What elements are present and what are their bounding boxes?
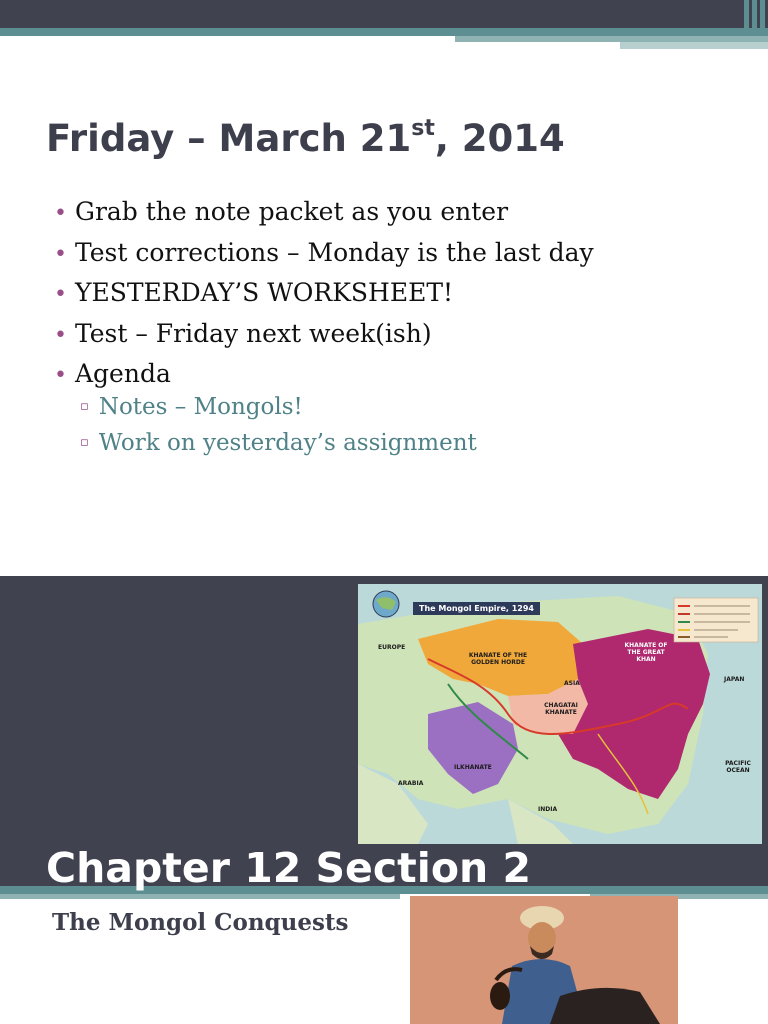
title-prefix: Friday – March 21 bbox=[46, 117, 412, 160]
bullet-text: Test corrections – Monday is the last day bbox=[74, 237, 594, 267]
map-label-ilkhanate: ILKHANATE bbox=[454, 764, 492, 771]
chapter-subtitle: The Mongol Conquests bbox=[52, 909, 349, 936]
banner-stripes bbox=[744, 0, 768, 28]
chapter-title: Chapter 12 Section 2 bbox=[46, 844, 531, 892]
bullet-text: Grab the note packet as you enter bbox=[74, 197, 509, 226]
portrait-artwork bbox=[410, 896, 678, 1024]
map-label-arabia: ARABIA bbox=[398, 780, 424, 787]
title-accent-line-light bbox=[0, 894, 400, 899]
map-label-golden-horde: KHANATE OF THE GOLDEN HORDE bbox=[468, 652, 528, 666]
bullet-item bbox=[54, 234, 754, 275]
bullet-item bbox=[54, 193, 754, 234]
bullet-marker: • bbox=[54, 201, 67, 226]
map-label-india: INDIA bbox=[538, 806, 558, 813]
mongol-portrait bbox=[410, 896, 678, 1024]
bullet-marker: • bbox=[54, 363, 67, 388]
map-label-pacific: PACIFIC OCEAN bbox=[725, 760, 751, 774]
bullet-item bbox=[54, 315, 754, 356]
map-label-japan: JAPAN bbox=[724, 676, 745, 683]
sub-bullet-list bbox=[80, 389, 760, 461]
sub-bullet-marker: ▫ bbox=[80, 435, 89, 450]
bullet-item bbox=[54, 274, 754, 315]
sub-bullet-text: Notes – Mongols! bbox=[98, 394, 303, 420]
bullet-marker: • bbox=[54, 241, 67, 267]
map-label-asia: ASIA bbox=[564, 680, 580, 687]
mongol-empire-map bbox=[358, 584, 762, 844]
slide-chapter bbox=[0, 576, 768, 1024]
bullet-list bbox=[54, 193, 754, 396]
map-title: The Mongol Empire, 1294 bbox=[413, 602, 540, 615]
title-suffix: , 2014 bbox=[434, 117, 565, 160]
bullet-marker: • bbox=[54, 282, 67, 307]
sub-bullet-marker: ▫ bbox=[80, 399, 89, 414]
sub-bullet-item bbox=[80, 425, 760, 461]
sub-bullet-item bbox=[80, 389, 760, 425]
banner-accent-line-pale bbox=[620, 42, 768, 49]
map-label-great-khan: KHANATE OF THE GREAT KHAN bbox=[624, 642, 668, 663]
banner-accent-line bbox=[0, 28, 768, 36]
map-label-europe: EUROPE bbox=[378, 644, 406, 651]
slide-title bbox=[46, 116, 565, 160]
bullet-text: YESTERDAY’S WORKSHEET! bbox=[74, 278, 454, 307]
bullet-text: Test – Friday next week(ish) bbox=[74, 318, 432, 348]
sub-bullet-text: Work on yesterday’s assignment bbox=[98, 430, 477, 456]
bullet-text: Agenda bbox=[74, 359, 171, 388]
title-superscript: st bbox=[411, 116, 435, 141]
map-label-chagatai: CHAGATAI KHANATE bbox=[544, 702, 578, 716]
bullet-marker: • bbox=[54, 322, 67, 348]
top-banner bbox=[0, 0, 768, 28]
